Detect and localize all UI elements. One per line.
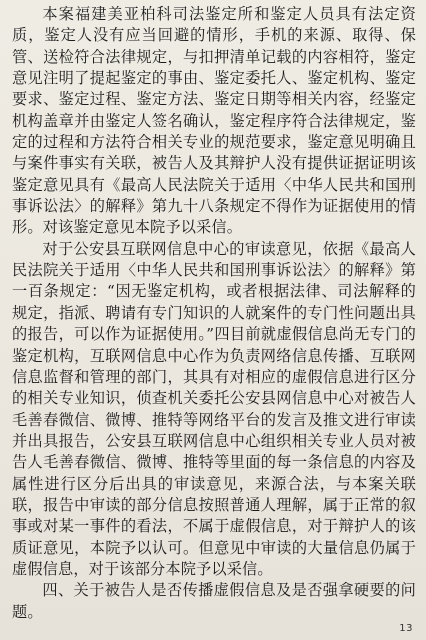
page-number: 13 [399,623,413,634]
paragraph-appraisal-opinion: 本案福建美亚柏科司法鉴定所和鉴定人员具有法定资质，鉴定人没有应当回避的情形，手机的来源、取得、保管、送检符合法律规定，与扣押清单记载的内容相符，鉴定意见注明了提起鉴定的事由、鉴定委托人、鉴定机构、鉴定要求、鉴定过程、鉴定方法、鉴定日期等相关内容，经鉴定机构盖章并由鉴定人签名确认，鉴定程序符合法律规定，鉴定的过程和方法符合相关专业的规范要求，鉴定意见明确且与案件事实有关联，被告人及其辩护人没有提供证据证明该鉴定意见具有《最高人民法院关于适用〈中华人民共和国刑事诉讼法〉的解释》第九十八条规定不得作为证据使用的情形。对该鉴定意见本院予以采信。 [12,5,416,237]
section-heading-four: 四、关于被告人是否传播虚假信息及是否强拿硬要的问题。 [12,581,416,621]
document-body [12,4,416,623]
paragraph-review-opinion: 对于公安县互联网信息中心的审读意见，依据《最高人民法院关于适用〈中华人民共和国刑事诉讼法〉的解释》第一百条规定：“因无鉴定机构，或者根据法律、司法解释的规定，指派、聘请有专门知识的人就案件的专门性问题出具的报告，可以作为证据使用。”四目前就虚假信息尚无专门的鉴定机构，互联网信息中心作为负责网络信息传播、互联网信息监督和管理的部门，其具有对相应的虚假信息进行区分的相关专业知识，侦查机关委托公安县网信息中心对被告人毛善春微信、微博、推特等网络平台的发言及推文进行审读并出具报告，公安县互联网信息中心组织相关专业人员对被告人毛善春微信、微博、推特等里面的每一条信息的内容及属性进行区分后出具的审读意见，来源合法，与本案关联联，报告中审读的部分信息按照普通人理解，属于正常的叙事或对某一事件的看法，不属于虚假信息，对于辩护人的该质证意见，本院予以认可。但意见中审读的大量信息仍属于虚假信息，对于该部分本院予以采信。 [12,239,416,578]
